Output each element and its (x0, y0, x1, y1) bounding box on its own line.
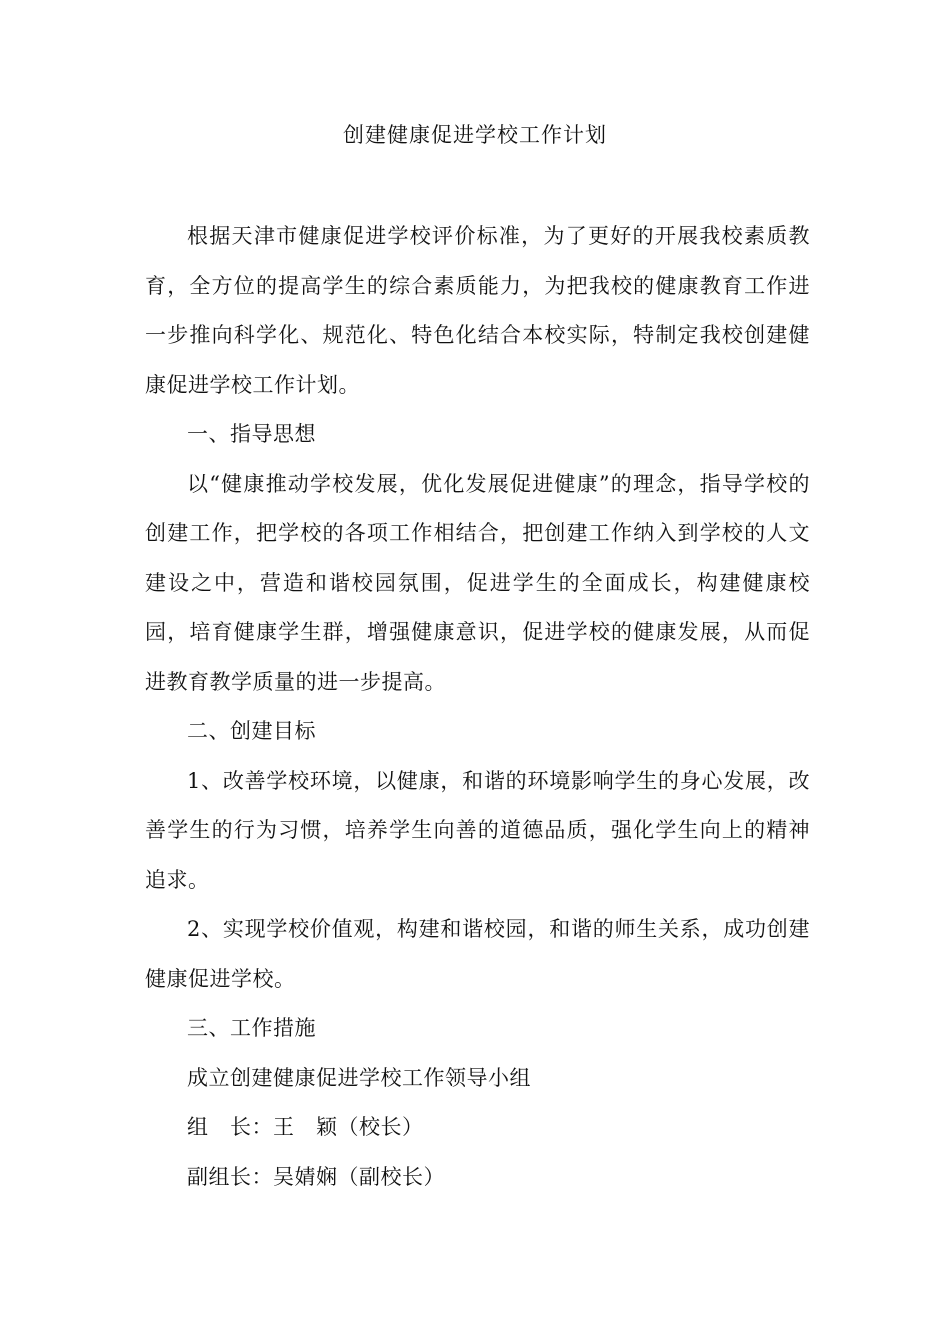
leadership-group-line: 成立创建健康促进学校工作领导小组 (187, 1065, 531, 1090)
section-heading-measures: 三、工作措施 (187, 1016, 316, 1040)
intro-paragraph: 根据天津市健康促进学校评价标准，为了更好的开展我校素质教育，全方位的提高学生的综合素质能力，为把我校的健康教育工作进一步推向科学化、规范化、特色化结合本校实际，特制定我校创建健康促进学校工作计划。 (145, 224, 810, 397)
document-body (145, 212, 810, 1202)
document-title: 创建健康促进学校工作计划 (343, 123, 607, 147)
goal-item-1: 1、改善学校环境，以健康，和谐的环境影响学生的身心发展，改善学生的行为习惯，培养学生向善的道德品质，强化学生向上的精神追求。 (145, 768, 810, 892)
section-heading-goals: 二、创建目标 (187, 719, 316, 743)
group-leader-line: 组 长：王 颖（校长） (187, 1115, 424, 1139)
guiding-ideology-paragraph: 以“健康推动学校发展，优化发展促进健康”的理念，指导学校的创建工作，把学校的各项工作相结合，把创建工作纳入到学校的人文建设之中，营造和谐校园氛围，促进学生的全面成长，构建健康校园，培育健康学生群，增强健康意识，促进学校的健康发展，从而促进教育教学质量的进一步提高。 (145, 471, 810, 694)
deputy-leader-line: 副组长：吴婧娴（副校长） (187, 1164, 445, 1189)
goal-item-2: 2、实现学校价值观，构建和谐校园，和谐的师生关系，成功创建健康促进学校。 (145, 917, 810, 991)
section-heading-guiding-ideology: 一、指导思想 (187, 422, 316, 446)
